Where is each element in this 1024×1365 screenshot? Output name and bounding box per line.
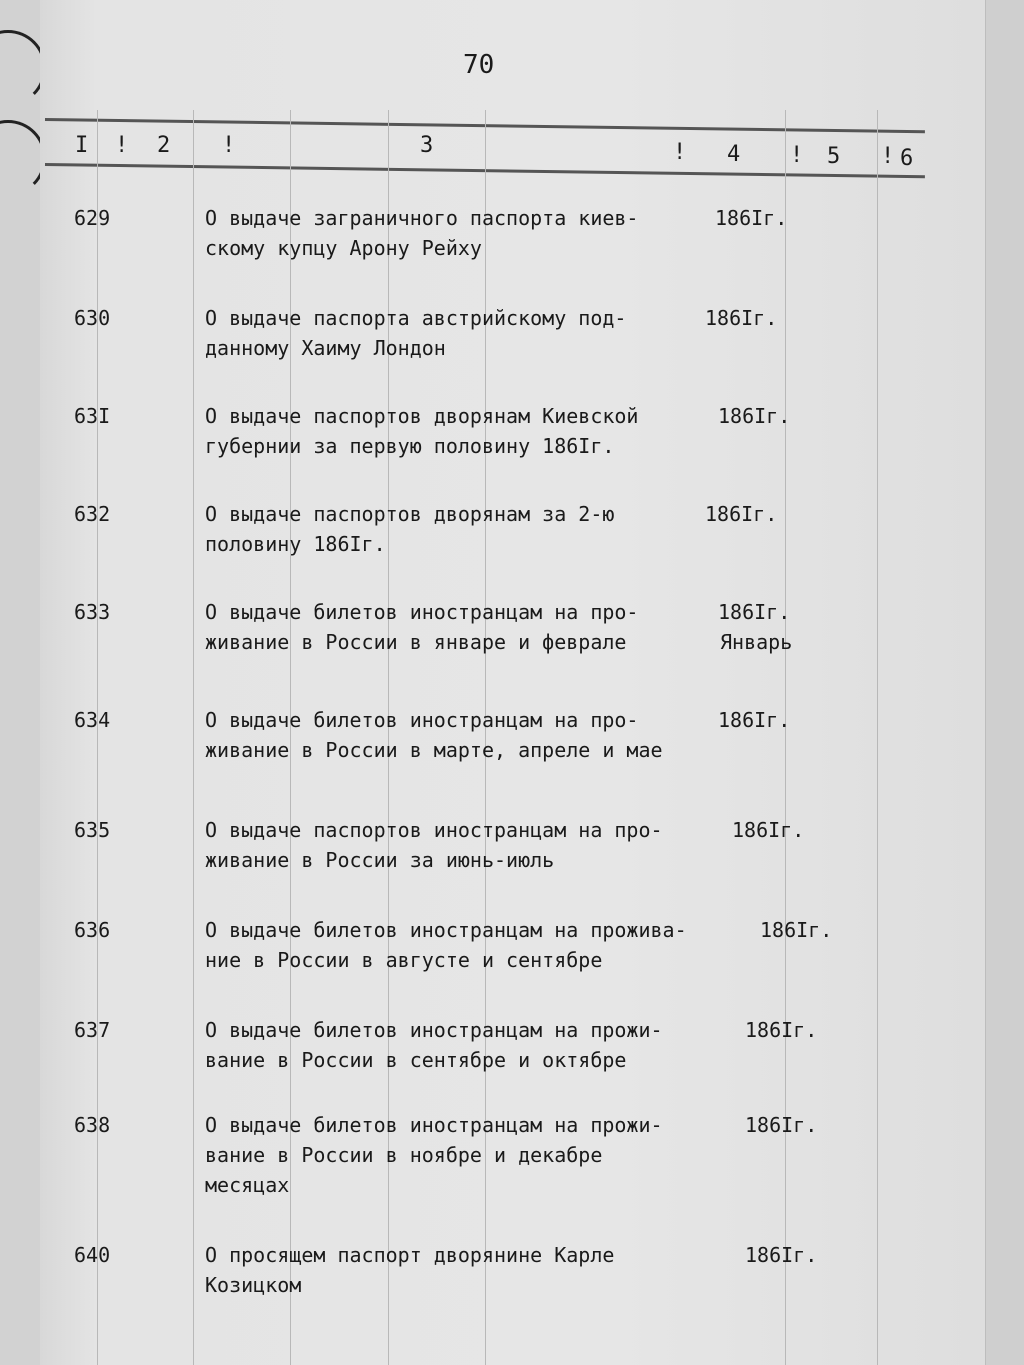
header-col-4: 4 — [727, 142, 741, 167]
entry-title-line: О выдаче паспортов дворянам Киевской — [205, 404, 639, 428]
column-divider — [877, 110, 878, 1365]
entry-number: 633 — [74, 600, 111, 624]
entry-title-line: половину 186Iг. — [205, 532, 386, 556]
entry-title-line: месяцах — [205, 1173, 290, 1197]
adjacent-page-edge — [0, 0, 42, 1365]
entry-title — [205, 499, 614, 559]
entry-title-line: живание в России за июнь-июль — [205, 848, 555, 872]
entry-title — [205, 303, 626, 363]
entry-date: 186Iг. — [745, 1113, 818, 1137]
page-edge — [985, 0, 1024, 1365]
entry-date: 186Iг. — [718, 708, 791, 732]
entry-title — [205, 1015, 663, 1075]
entry-date: 186Iг. — [732, 818, 805, 842]
entry-number: 636 — [74, 918, 111, 942]
column-divider — [785, 110, 786, 1365]
entry-number: 638 — [74, 1113, 111, 1137]
entry-date: 186Iг. — [705, 306, 778, 330]
entry-title — [205, 597, 638, 657]
entry-title — [205, 705, 663, 765]
entry-number: 637 — [74, 1018, 111, 1042]
entry-number: 635 — [74, 818, 111, 842]
entry-number: 632 — [74, 502, 111, 526]
entry-title-line: вание в России в ноябре и декабре — [205, 1143, 603, 1167]
entry-title-line: О выдаче паспортов дворянам за 2-ю — [205, 502, 615, 526]
entry-date-note: Январь — [720, 630, 793, 654]
column-divider — [97, 110, 98, 1365]
entry-number: 634 — [74, 708, 111, 732]
entry-title-line: О просящем паспорт дворянине Карле — [205, 1243, 615, 1267]
entry-title-line: О выдаче заграничного паспорта киев- — [205, 206, 639, 230]
page-number: 70 — [463, 50, 495, 80]
entry-title-line: О выдаче паспорта австрийскому под- — [205, 306, 627, 330]
entry-title-line: О выдаче паспортов иностранцам на про- — [205, 818, 663, 842]
entry-title-line: О выдаче билетов иностранцам на про- — [205, 708, 639, 732]
column-divider — [193, 110, 194, 1365]
header-sep: ! — [673, 140, 687, 165]
header-col-6: 6 — [900, 146, 914, 171]
entry-title-line: данному Хаиму Лондон — [205, 336, 446, 360]
entry-date: 186Iг. — [718, 600, 791, 624]
entry-date: 186Iг. — [745, 1018, 818, 1042]
entry-number: 63I — [74, 404, 111, 428]
entry-title-line: О выдаче билетов иностранцам на прожи- — [205, 1018, 663, 1042]
header-col-1: I — [75, 133, 89, 158]
entry-title-line: вание в России в сентябре и октябре — [205, 1048, 627, 1072]
entry-title-line: О выдаче билетов иностранцам на про- — [205, 600, 639, 624]
entry-title-line: живание в России в январе и феврале — [205, 630, 627, 654]
entry-title-line: губернии за первую половину 186Iг. — [205, 434, 615, 458]
entry-title-line: живание в России в марте, апреле и мае — [205, 738, 663, 762]
entry-title — [205, 401, 638, 461]
entry-title-line: ние в России в августе и сентябре — [205, 948, 603, 972]
header-col-3: 3 — [420, 133, 434, 158]
header-col-5: 5 — [827, 144, 841, 169]
entry-title — [205, 203, 638, 263]
header-sep: ! — [881, 144, 895, 169]
entry-title — [205, 915, 687, 975]
entry-date: 186Iг. — [718, 404, 791, 428]
entry-title-line: скому купцу Арону Рейху — [205, 236, 482, 260]
entry-number: 640 — [74, 1243, 111, 1267]
header-sep: ! — [222, 133, 236, 158]
entry-date: 186Iг. — [715, 206, 788, 230]
entry-title-line: Козицком — [205, 1273, 302, 1297]
entry-title — [205, 815, 663, 875]
entry-title — [205, 1110, 663, 1200]
header-sep: ! — [115, 133, 129, 158]
entry-number: 630 — [74, 306, 111, 330]
entry-date: 186Iг. — [760, 918, 833, 942]
entry-title-line: О выдаче билетов иностранцам на прожи- — [205, 1113, 663, 1137]
entry-title-line: О выдаче билетов иностранцам на прожива- — [205, 918, 687, 942]
header-sep: ! — [790, 143, 804, 168]
entry-date: 186Iг. — [745, 1243, 818, 1267]
entry-date: 186Iг. — [705, 502, 778, 526]
entry-title — [205, 1240, 614, 1300]
header-col-2: 2 — [157, 133, 171, 158]
entry-number: 629 — [74, 206, 111, 230]
